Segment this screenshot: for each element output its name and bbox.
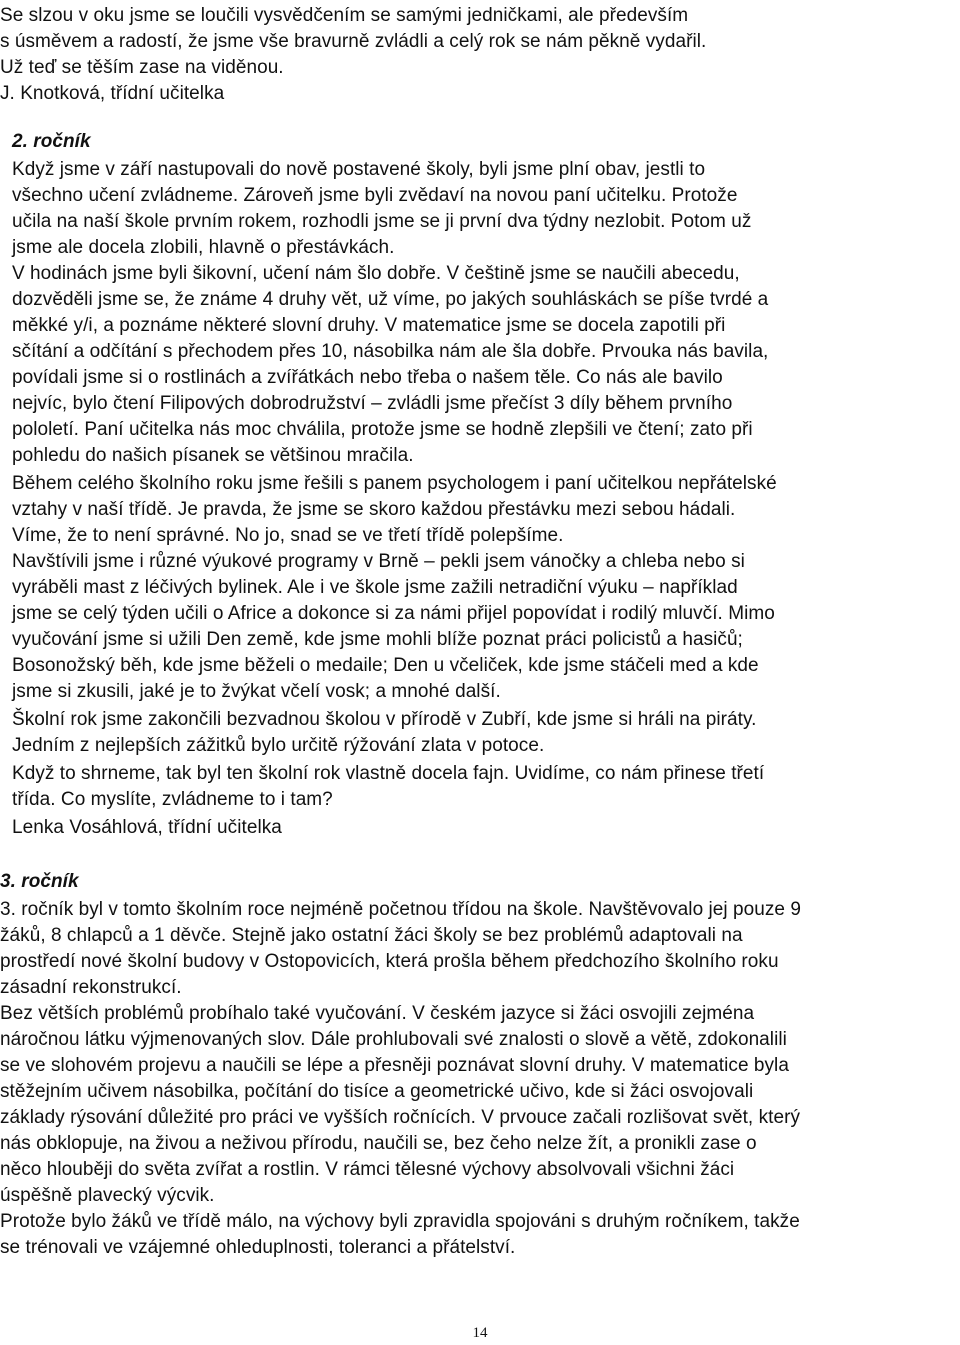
text-line: prostředí nové školní budovy v Ostopovicích, která prošla během předchozího školního roku — [0, 951, 779, 972]
text-line: jsme se celý týden učili o Africe a dokonce si za námi přijel popovídat i rodilý mluvčí. Mimo — [12, 603, 775, 624]
text-line: povídali jsme si o rostlinách a zvířátkách nebo třeba o našem těle. Co nás ale bavilo — [12, 367, 723, 388]
text-line: stěžejním učivem násobilka, počítání do tisíce a geometrické učivo, kde si žáci osvojovali — [0, 1081, 754, 1102]
text-line: něco hlouběji do světa zvířat a rostlin. V rámci tělesné výchovy absolvovali všichni žáci — [0, 1159, 735, 1180]
text-line: základy rýsování důležité pro práci ve vyšších ročnících. V prvouce začali rozlišovat svět, který — [0, 1107, 801, 1128]
text-line: náročnou látku výjmenovaných slov. Dále prohlubovali své znalosti o slově a větě, zdokonalili — [0, 1029, 787, 1050]
text-line: Jedním z nejlepších zážitků bylo určitě rýžování zlata v potoce. — [12, 735, 545, 756]
signature-line: J. Knotková, třídní učitelka — [0, 83, 225, 104]
text-line: učila na naší škole prvním rokem, rozhodli jsme se ji první dva týdny nezlobit. Potom už — [12, 211, 752, 232]
text-line: měkké y/i, a poznáme některé slovní druhy. V matematice jsme se docela zapotili při — [12, 315, 726, 336]
section-heading: 3. ročník — [0, 871, 79, 892]
text-line: jsme ale docela zlobili, hlavně o přestávkách. — [12, 237, 395, 258]
section-heading: 2. ročník — [12, 131, 91, 152]
text-line: nejvíc, bylo čtení Filipových dobrodružství – zvládli jsme přečíst 3 díly během prvního — [12, 393, 733, 414]
text-line: zásadní rekonstrukcí. — [0, 977, 182, 998]
text-line: třída. Co myslíte, zvládneme to i tam? — [12, 789, 333, 810]
text-line: Když to shrneme, tak byl ten školní rok vlastně docela fajn. Uvidíme, co nám přinese třetí — [12, 763, 765, 784]
text-line: Když jsme v září nastupovali do nově postavené školy, byli jsme plní obav, jestli to — [12, 159, 706, 180]
text-line: Navštívili jsme i různé výukové programy v Brně – pekli jsem vánočky a chleba nebo si — [12, 551, 745, 572]
page-number: 14 — [472, 1325, 488, 1341]
signature-line: Lenka Vosáhlová, třídní učitelka — [12, 817, 282, 838]
text-line: pololetí. Paní učitelka nás moc chválila, protože jsme se hodně zlepšili ve čtení; zato při — [12, 419, 753, 440]
text-line: Se slzou v oku jsme se loučili vysvědčením se samými jedničkami, ale především — [0, 5, 689, 26]
text-line: pohledu do našich písanek se většinou mračila. — [12, 445, 414, 466]
text-line: se trénovali ve vzájemné ohleduplnosti, toleranci a přátelství. — [0, 1237, 516, 1258]
text-line: V hodinách jsme byli šikovní, učení nám šlo dobře. V češtině jsme se naučili abecedu, — [12, 263, 740, 284]
text-line: Školní rok jsme zakončili bezvadnou školou v přírodě v Zubří, kde jsme si hráli na piráty. — [12, 709, 757, 730]
text-line: Už teď se těším zase na viděnou. — [0, 57, 284, 78]
text-line: žáků, 8 chlapců a 1 děvče. Stejně jako ostatní žáci školy se bez problémů adaptovali na — [0, 925, 743, 946]
text-line: vyráběli mast z léčivých bylinek. Ale i ve škole jsme zažili netradiční výuku – například — [12, 577, 738, 598]
text-line: se ve slohovém projevu a naučili se lépe a přesněji poznávat slovní druhy. V matematice byla — [0, 1055, 789, 1076]
text-line: Protože bylo žáků ve třídě málo, na výchovy byli zpravidla spojováni s druhým ročníkem, takže — [0, 1211, 800, 1232]
text-line: 3. ročník byl v tomto školním roce nejméně početnou třídou na škole. Navštěvovalo jej pouze 9 — [0, 899, 801, 920]
text-line: jsme si zkusili, jaké je to žvýkat včelí vosk; a mnohé další. — [12, 681, 501, 702]
text-line: Bosonožský běh, kde jsme běželi o medaile; Den u včeliček, kde jsme stáčeli med a kde — [12, 655, 759, 676]
text-line: nás obklopuje, na živou a neživou přírodu, naučili se, bez čeho nelze žít, a pronikli zase o — [0, 1133, 757, 1154]
text-line: úspěšně plavecký výcvik. — [0, 1185, 215, 1206]
text-line: s úsměvem a radostí, že jsme vše bravurně zvládli a celý rok se nám pěkně vydařil. — [0, 31, 707, 52]
text-line: Během celého školního roku jsme řešili s panem psychologem i paní učitelkou nepřátelské — [12, 473, 777, 494]
text-line: dozvěděli jsme se, že známe 4 druhy vět, už víme, po jakých souhláskách se píše tvrdé a — [12, 289, 769, 310]
text-line: Bez větších problémů probíhalo také vyučování. V českém jazyce si žáci osvojili zejména — [0, 1003, 755, 1024]
text-line: Víme, že to není správné. No jo, snad se ve třetí třídě polepšíme. — [12, 525, 564, 546]
text-line: všechno učení zvládneme. Zároveň jsme byli zvědaví na novou paní učitelku. Protože — [12, 185, 738, 206]
text-line: vyučování jsme si užili Den země, kde jsme mohli blíže poznat práci policistů a hasičů; — [12, 629, 743, 650]
text-line: sčítání a odčítání s přechodem přes 10, násobilka nám ale šla dobře. Prvouka nás bavila, — [12, 341, 769, 362]
text-line: vztahy v naší třídě. Je pravda, že jsme se skoro každou přestávku mezi sebou hádali. — [12, 499, 736, 520]
